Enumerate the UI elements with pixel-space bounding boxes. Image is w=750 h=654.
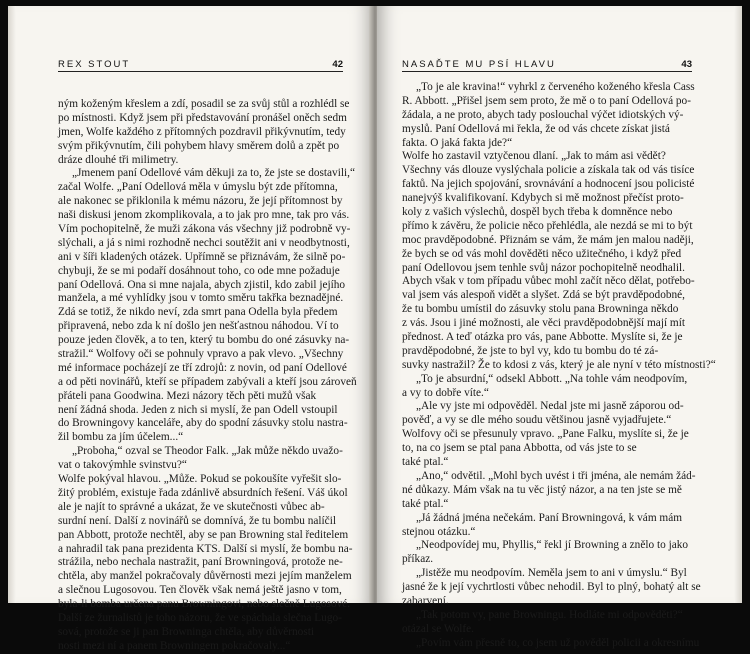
text-line: po místnosti. Když jsem při představování pronášel oněch sedm (58, 111, 347, 124)
text-line: „Ano,“ odvětil. „Mohl bych uvést i tři jména, ale nemám žád- (416, 469, 696, 482)
text-line: paní Odellovou jsem tenhle svůj názor pochopitelně neodhalil. (402, 261, 685, 274)
text-line: naši diskusi jenom zkomplikovala, a to jak pro mne, tak pro vás. (58, 209, 350, 222)
text-line: slýchali, a já s nimi rozhodně nechci soutěžit ani v neodbytnosti, (58, 236, 350, 249)
text-line: svým přikývnutím, čili pohybem hlavy směrem dolů a zpět po (58, 139, 340, 152)
text-line: a slečnou Lugosovou. Ten člověk však nemá ještě jasno v tom, (58, 584, 342, 597)
text-line: paní Odellová. Ona si mne najala, abych zjistil, kdo zabil jejího (58, 278, 346, 291)
text-line: surdní není. Další z novinářů se domnívá, že tu bombu nalíčil (58, 514, 336, 527)
text-line: „Povím vám přesně to, co jsem už pověděl policii a okresnímu (416, 636, 700, 649)
text-line: chtěla, aby manžel pokračovaly důvěrnosti mezi jejím manželem (58, 570, 352, 583)
text-line: nosti mezi ní a panem Browningem pokračovaly...“ (58, 639, 291, 652)
text-line: z vás. Jsou i jiné možnosti, ale věci pravděpodobnější mají mít (402, 317, 685, 330)
text-line: „Jistěže mu neodpovím. Neměla jsem to ani v úmyslu.“ Byl (416, 567, 687, 580)
text-line: také ptal.“ (402, 456, 449, 469)
text-line: suvky nastražil? Že to kdosi z vás, který je ale nyní v této místnosti?“ (402, 358, 716, 371)
text-line: pan Abbott, protože nechtěl, aby se pan Browning stal ředitelem (58, 528, 349, 541)
left-page-body (58, 98, 357, 654)
text-line: ale nakonec se přiklonila k mému názoru, že její přítomnost by (58, 195, 343, 208)
text-line: a od pěti novinářů, kteří se případem zabývali a kteří jsou zároveň (58, 375, 357, 388)
text-line: pouze jeden člověk, a to ten, který tu bombu do oné zásuvky na- (58, 334, 350, 347)
text-line: žádala, a ne proto, abych tady poslouchal výčet idiotských vý- (402, 108, 684, 121)
page-number: 42 (332, 59, 343, 70)
text-line: pověď, a vy se dle mého soudu většinou jasně vyjadřujete.“ (402, 414, 672, 427)
text-line: žil bombu za jím účelem...“ (58, 431, 184, 444)
text-line: sová, protože se ji pan Browninga chtěla, aby důvěrnosti (58, 625, 314, 638)
running-header-right (402, 56, 692, 72)
page-number: 43 (681, 59, 692, 70)
text-line: stražil.“ Wolfovy oči se pohnuly vpravo a pak vlevo. „Všechny (58, 348, 344, 361)
text-line: přímo k závěru, že policie něco přehlédla, ale nezdá se mi to být (402, 219, 693, 232)
header-rule (402, 71, 692, 72)
text-line: otázal se Wolfe. (402, 622, 474, 635)
text-line: že bych se od vás mohl dověděti něco užitečného, i když před (402, 247, 682, 260)
text-line: manžela, a mé vyhlídky jsou v tomto směru takřka beznadějné. (58, 292, 344, 305)
text-line: jasné že k její vychrtlosti vůbec nehodil. Byl to plný, bohatý alt se (402, 581, 701, 594)
text-line: mé informace pocházejí ze tří zdrojů: z novin, od paní Odellové (58, 361, 347, 374)
text-line: také ptal.“ (402, 497, 449, 510)
right-page-body (402, 81, 716, 651)
text-line: zabarvení. (402, 594, 449, 607)
open-book (8, 6, 742, 652)
text-line: „Já žádná jména nečekám. Paní Browningová, k vám mám (416, 511, 683, 524)
text-line: přednost. A teď otázka pro vás, pane Abbotte. Myslíte si, že je (402, 331, 683, 344)
text-line: strážila, nebo nechala nastražit, paní Browningová, protože ne- (58, 556, 343, 569)
text-line: jmen, Wolfe každého z přítomných pozdravil přikývnutím, tedy (58, 125, 346, 138)
text-line: Abych však v tom případu vůbec mohl začít něco dělat, potřebo- (402, 275, 695, 288)
text-line: pravděpodobné, že jste to byl vy, kdo tu bombu do té zá- (402, 344, 659, 357)
text-line: „Neodpovídej mu, Phyllis,“ řekl jí Browning a znělo to jako (416, 539, 689, 552)
right-page (377, 6, 742, 649)
text-line: a nahradil tak pana prezidenta KTS. Další si myslí, že bombu na- (58, 542, 353, 555)
text-line: začal Wolfe. „Paní Odellová měla v úmyslu být zde přítomna, (58, 181, 338, 194)
page-edge (8, 6, 16, 603)
text-line: „Tak potom vy, pane Browningu. Hodláte mi odpověděti?“ (416, 608, 683, 621)
text-line: ani v šíři kladených otázek. Upřímně se přiznávám, že silně po- (58, 250, 346, 263)
text-line: koly z vašich výslechů, dospěl bych třeba k domněnce nebo (402, 206, 673, 219)
text-line: ným koženým křeslem a zdí, posadil se za svůj stůl a rozhlédl se (58, 98, 350, 110)
text-line: vat o takovýmhle svinstvu?“ (58, 459, 187, 472)
text-line: a vy to dobře víte.“ (402, 386, 489, 399)
text-line: fakta. O jaká fakta jde?“ (402, 136, 513, 149)
text-line: val jsem vás alespoň vidět a slyšet. Zdá se být pravděpodobné, (402, 289, 685, 302)
text-line: „To je ale kravina!“ vyhrkl z červeného koženého křesla Cass (416, 81, 695, 93)
text-line: myslů. Paní Odellová mi řekla, že od vás chcete získat jistá (402, 122, 670, 135)
text-line: „Ale vy jste mi odpověděl. Nedal jste mi jasně záporou od- (416, 400, 684, 413)
text-line: Wolfe pokýval hlavou. „Může. Pokud se pokoušíte vyřešit slo- (58, 473, 342, 486)
text-line: Wolfovy oči se přesunuly vpravo. „Pane Falku, myslíte si, že je (402, 428, 689, 441)
text-line: „To je absurdní,“ odsekl Abbott. „Na tohle vám neodpovím, (416, 372, 688, 385)
text-line: není žádná shoda. Jeden z nich si myslí, že pan Odell vstoupil (58, 403, 338, 416)
running-header-left (58, 56, 343, 72)
text-line: „Jmenem paní Odellové vám děkuji za to, že jste se dostavili,“ (72, 167, 355, 180)
header-rule (58, 71, 343, 72)
text-line: do Browningovy kanceláře, aby do spodní zásuvky stolu nastra- (58, 417, 348, 430)
text-line: moc pravděpodobné. Přiznám se vám, že mám jen malou naději, (402, 233, 694, 246)
text-line: chybuji, že se mi podaří dosáhnout toho, co ode mne požaduje (58, 264, 340, 277)
running-head-author: REX STOUT (58, 59, 131, 70)
left-page (8, 6, 373, 652)
text-line: žitý problém, existuje řada zdánlivě absurdních řešení. Váš úkol (58, 486, 348, 499)
text-line: stejnou otázku.“ (402, 525, 476, 538)
text-line: přáteli pana Goodwina. Mezi názory těch pěti mužů však (58, 389, 317, 402)
text-line: Všechny vás dlouze vyslýchala policie a získala tak od vás tisíce (402, 164, 695, 177)
text-line: „Proboha,“ ozval se Theodor Falk. „Jak může někdo uvažo- (72, 445, 343, 458)
text-line: byla-li bomba určena panu Browningovi, nebo slečně Lugosové. (58, 598, 351, 611)
text-line: R. Abbott. „Přišel jsem sem proto, že mě o to paní Odellová po- (402, 94, 691, 107)
running-head-title: NASAĎTE MU PSÍ HLAVU (402, 59, 556, 70)
text-line: Zdá se totiž, že nikdo neví, zda smrt pana Odella byla předem (58, 306, 338, 319)
text-line: né důkazy. Mám však na tu věc jistý názor, a na ten jste se mě (402, 483, 682, 496)
text-line: ale je najít to správné a ukázat, že ve skutečnosti vůbec ab- (58, 500, 325, 513)
text-line: to, na co jsem se ptal pana Abbotta, od vás jste to se (402, 442, 637, 455)
text-line: dráze dlouhé tři milimetry. (58, 153, 179, 166)
text-line: připravená, nebo zda k ní došlo jen nešťastnou náhodou. Ví to (58, 320, 339, 333)
text-line: faktů. Na jejich spojování, srovnávání a hodnocení jsou policisté (402, 178, 695, 191)
text-line: příkaz. (402, 553, 434, 566)
text-line: že tu bombu umístil do zásuvky stolu pana Browninga někdo (402, 303, 679, 316)
text-line: Vím pochopitelně, že muži zákona vás všechny již podrobně vy- (58, 223, 351, 236)
text-line: Další ze žurnalistů je toho názoru, že ve spáchala slečna Lugo- (58, 611, 342, 624)
text-line: Wolfe ho zastavil vztyčenou dlaní. „Jak to mám asi vědět? (402, 150, 666, 163)
text-line: nanejvýš kvalifikovaní. Kdybych si mě možnost přečíst proto- (402, 192, 684, 205)
page-edge (734, 6, 742, 603)
